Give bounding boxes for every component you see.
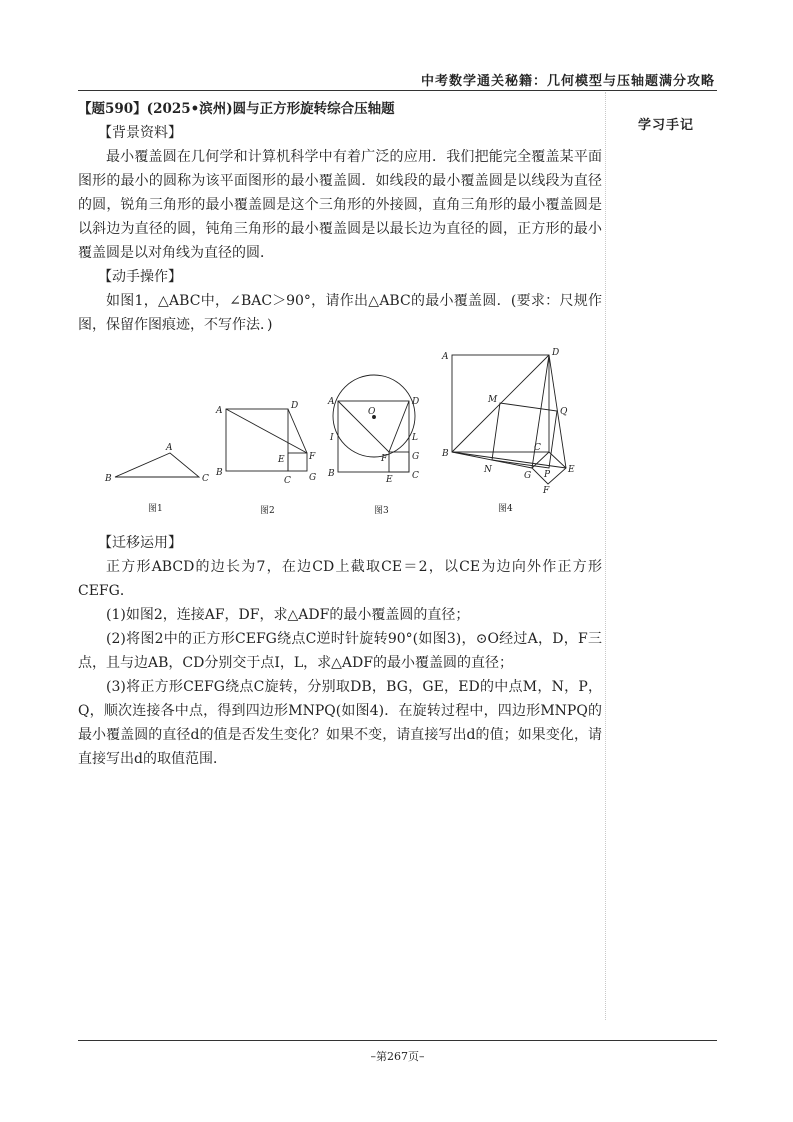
fig4-label-d: D (552, 348, 560, 358)
figures-row (78, 341, 608, 529)
question-3: (3)将正方形CEFG绕点C旋转，分别取DB，BG，GE，ED的中点M，N，P，Q，顺次连接各中点，得到四边形MNPQ(如图4)．在旋转过程中，四边形MNPQ的最小覆盖圆的直径d的值是否发生变化？如果不变，请直接写出d的值；如果变化，请直接写出d的取值范围． (78, 679, 602, 767)
fig4-label-b: B (442, 449, 449, 459)
question-2: (2)将图2中的正方形CEFG绕点C逆时针旋转90°(如图3)，⊙O经过A，D，F三点，且与边AB，CD分别交于点I，L，求△ADF的最小覆盖圆的直径； (78, 631, 602, 671)
figure-2 (215, 401, 316, 516)
segment-df (288, 409, 307, 453)
problem-title: 【题590】(2025•滨州)圆与正方形旋转综合压轴题 (78, 101, 395, 117)
fig4-label-q: Q (560, 407, 568, 417)
fig2-label-b: B (216, 468, 223, 478)
application-text: 正方形ABCD的边长为7，在边CD上截取CE＝2，以CE为边向外作正方形CEFG． (78, 559, 602, 599)
fig1-caption: 图1 (148, 504, 163, 514)
square-cefg (288, 453, 307, 471)
page-header (78, 62, 717, 91)
fig4-label-e: E (568, 465, 575, 475)
segment-af (338, 401, 389, 452)
fig3-label-a: A (328, 397, 335, 407)
problem-content (78, 97, 602, 771)
fig3-label-b: B (328, 469, 335, 479)
fig4-label-a: A (442, 352, 449, 362)
background-text: 最小覆盖圆在几何学和计算机科学中有着广泛的应用．我们把能完全覆盖某平面图形的最小的圆称为该平面图形的最小覆盖圆．如线段的最小覆盖圆是以线段为直径的圆，锐角三角形的最小覆盖圆是这个三角形的外接圆，直角三角形的最小覆盖圆是以斜边为直径的圆，钝角三角形的最小覆盖圆是以最长边为直径的圆，正方形的最小覆盖圆是以对角线为直径的圆． (78, 149, 602, 261)
background-heading: 【背景资料】 (98, 125, 182, 141)
segment-af (226, 409, 307, 453)
quadrilateral-mnpq (492, 403, 557, 468)
operation-heading: 【动手操作】 (98, 269, 182, 285)
figure-4 (441, 348, 575, 514)
fig4-label-f: F (543, 486, 550, 496)
fig2-label-f: F (309, 452, 316, 462)
fig2-label-e: E (278, 455, 285, 465)
fig3-label-d: D (412, 397, 420, 407)
segment-df (389, 401, 409, 452)
triangle-abc (115, 453, 199, 477)
fig1-label-a: A (166, 443, 173, 453)
fig4-label-n: N (484, 465, 492, 475)
book-title: 中考数学通关秘籍：几何模型与压轴题满分攻略 (420, 74, 715, 89)
square-cefg (389, 452, 409, 472)
fig3-label-f: F (381, 454, 388, 464)
fig3-label-l: L (412, 433, 418, 443)
figure-3 (327, 375, 419, 516)
fig2-label-d: D (291, 401, 299, 411)
fig3-label-o: O (368, 407, 376, 417)
fig4-label-c: C (534, 443, 541, 453)
fig4-label-p: P (544, 470, 551, 480)
fig1-label-c: C (202, 474, 209, 484)
fig3-label-c: C (412, 471, 419, 481)
application-heading: 【迁移运用】 (98, 535, 182, 551)
fig4-label-m: M (488, 395, 498, 405)
notes-label: 学习手记 (638, 118, 695, 133)
fig4-label-g: G (524, 471, 532, 481)
fig2-label-g: G (309, 473, 317, 483)
question-1: (1)如图2，连接AF，DF，求△ADF的最小覆盖圆的直径； (106, 607, 470, 623)
fig2-label-a: A (216, 406, 223, 416)
fig3-caption: 图3 (374, 506, 389, 516)
margin-divider (605, 92, 606, 1020)
fig3-label-e: E (386, 475, 393, 485)
page-number: –第267页– (370, 1050, 425, 1063)
fig2-label-c: C (284, 476, 291, 486)
fig3-label-i: I (330, 433, 334, 443)
page-footer (78, 1040, 717, 1063)
figures-svg (78, 341, 608, 529)
fig2-caption: 图2 (260, 506, 275, 516)
figure-1 (104, 443, 209, 514)
fig4-caption: 图4 (498, 504, 513, 514)
fig1-label-b: B (105, 474, 112, 484)
operation-text: 如图1，△ABC中，∠BAC＞90°，请作出△ABC的最小覆盖圆．(要求：尺规作图，保留作图痕迹，不写作法．) (78, 293, 602, 333)
fig3-label-g: G (412, 452, 420, 462)
